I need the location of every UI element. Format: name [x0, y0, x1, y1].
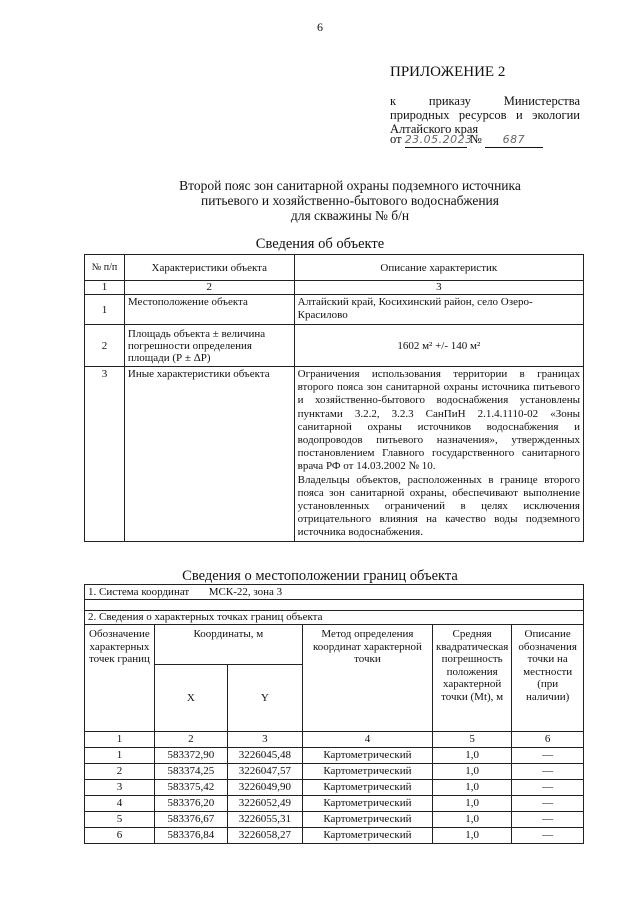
col-number: 2: [124, 281, 294, 295]
header-description: Описание характеристик: [294, 255, 583, 281]
table-row: [85, 748, 584, 764]
point-method: Картометрический: [302, 812, 432, 828]
point-description: —: [512, 812, 584, 828]
col-number: 3: [227, 732, 302, 748]
point-id: 6: [85, 828, 155, 844]
row-number: 2: [85, 325, 125, 367]
point-accuracy: 1,0: [432, 748, 511, 764]
col-number: 5: [432, 732, 511, 748]
owners-text: Владельцы объектов, расположенных в границе второго пояса зон санитарной охраны, обеспечивают выполнение установленных ограничений в целях исключения отрицательного влияния на качество воды подземного источника водоснабжения.: [297, 473, 580, 539]
location-info-table: [84, 584, 584, 844]
order-reference: к приказу Министерства природных ресурсов и экологии Алтайского края: [390, 94, 580, 136]
point-description: —: [512, 764, 584, 780]
coord-system-value: МСК-22, зона 3: [208, 585, 283, 598]
object-info-title: Сведения об объекте: [255, 236, 385, 252]
point-method: Картометрический: [302, 796, 432, 812]
point-accuracy: 1,0: [432, 796, 511, 812]
point-y: 3226047,57: [227, 764, 302, 780]
header-characteristic: Характеристики объекта: [124, 255, 294, 281]
point-id: 3: [85, 780, 155, 796]
point-id: 5: [85, 812, 155, 828]
coord-system-cell: [85, 585, 584, 600]
order-date-line: [390, 132, 543, 148]
point-x: 583374,25: [154, 764, 227, 780]
point-y: 3226049,90: [227, 780, 302, 796]
col-number: 3: [294, 281, 583, 295]
point-x: 583372,90: [154, 748, 227, 764]
row-number: 1: [85, 295, 125, 325]
coord-system-label: 1. Система координат: [88, 585, 190, 598]
col-number: 1: [85, 281, 125, 295]
table-row: [85, 325, 584, 367]
point-method: Картометрический: [302, 748, 432, 764]
table-row: [85, 764, 584, 780]
point-y: 3226058,27: [227, 828, 302, 844]
header-number: № п/п: [85, 255, 125, 281]
order-date-handwritten: 23.05.2023: [404, 133, 473, 146]
point-y: 3226045,48: [227, 748, 302, 764]
point-x: 583376,20: [154, 796, 227, 812]
header-method: Метод определения координат характерной точки: [302, 625, 432, 732]
point-id: 4: [85, 796, 155, 812]
row-value: Алтайский край, Косихинский район, село Озеро-Красилово: [294, 295, 583, 325]
title-line-1: Второй пояс зон санитарной охраны подземного источника: [179, 178, 521, 193]
point-y: 3226052,49: [227, 796, 302, 812]
document-title: [140, 178, 560, 223]
header-x: X: [154, 665, 227, 732]
row-value: [294, 367, 583, 542]
object-info-table: [84, 254, 584, 542]
restrictions-text: Ограничения использования территории в границах второго пояса зон санитарной охраны источника питьевого и хозяйственно-бытового водоснабжения установлены пунктами 3.2.2, 3.2.3 СанПиН 2.1.4.1110-02 «Зоны санитарной охраны источников водоснабжения и водопроводов питьевого назначения», утвержденных постановлением Главного государственного санитарного врача РФ от 14.03.2002 № 10.: [297, 368, 580, 473]
coord-system-row: [85, 585, 584, 600]
point-x: 583375,42: [154, 780, 227, 796]
header-coordinates: Координаты, м: [154, 625, 302, 665]
row-name: Иные характеристики объекта: [124, 367, 294, 542]
point-accuracy: 1,0: [432, 780, 511, 796]
table-row: [85, 780, 584, 796]
col-number: 4: [302, 732, 432, 748]
point-description: —: [512, 828, 584, 844]
row-value: 1602 м² +/- 140 м²: [294, 325, 583, 367]
point-x: 583376,84: [154, 828, 227, 844]
appendix-title: ПРИЛОЖЕНИЕ 2: [390, 64, 506, 80]
location-info-title: Сведения о местоположении границ объекта: [182, 568, 458, 584]
order-no-label: №: [469, 132, 482, 146]
row-name: Местоположение объекта: [124, 295, 294, 325]
point-id: 2: [85, 764, 155, 780]
col-number: 1: [85, 732, 155, 748]
point-method: Картометрический: [302, 764, 432, 780]
point-id: 1: [85, 748, 155, 764]
point-y: 3226055,31: [227, 812, 302, 828]
point-accuracy: 1,0: [432, 828, 511, 844]
table-row: [85, 295, 584, 325]
header-point-description: Описание обозначения точки на местности (при наличии): [512, 625, 584, 732]
title-line-2: питьевого и хозяйственно-бытового водоснабжения: [201, 193, 499, 208]
title-line-3: для скважины № б/н: [290, 208, 410, 223]
col-number: 6: [512, 732, 584, 748]
point-x: 583376,67: [154, 812, 227, 828]
col-number: 2: [154, 732, 227, 748]
table-row: [85, 812, 584, 828]
table-row: [85, 796, 584, 812]
row-number: 3: [85, 367, 125, 542]
point-accuracy: 1,0: [432, 812, 511, 828]
row-name: Площадь объекта ± величина погрешности определения площади (Р ± ΔР): [124, 325, 294, 367]
header-accuracy: Средняя квадратическая погрешность положения характерной точки (Mt), м: [432, 625, 511, 732]
points-label-row: [85, 611, 584, 625]
point-method: Картометрический: [302, 828, 432, 844]
point-accuracy: 1,0: [432, 764, 511, 780]
table-row: [85, 367, 584, 542]
table-row: [85, 828, 584, 844]
header-y: Y: [227, 665, 302, 732]
points-label: 2. Сведения о характерных точках границ объекта: [85, 611, 584, 625]
order-number-handwritten: 687: [502, 133, 526, 146]
point-description: —: [512, 780, 584, 796]
point-description: —: [512, 748, 584, 764]
order-from-label: от: [390, 132, 402, 146]
point-description: —: [512, 796, 584, 812]
point-method: Картометрический: [302, 780, 432, 796]
page-number: 6: [317, 20, 323, 34]
header-designation: Обозначение характерных точек границ: [85, 625, 155, 732]
